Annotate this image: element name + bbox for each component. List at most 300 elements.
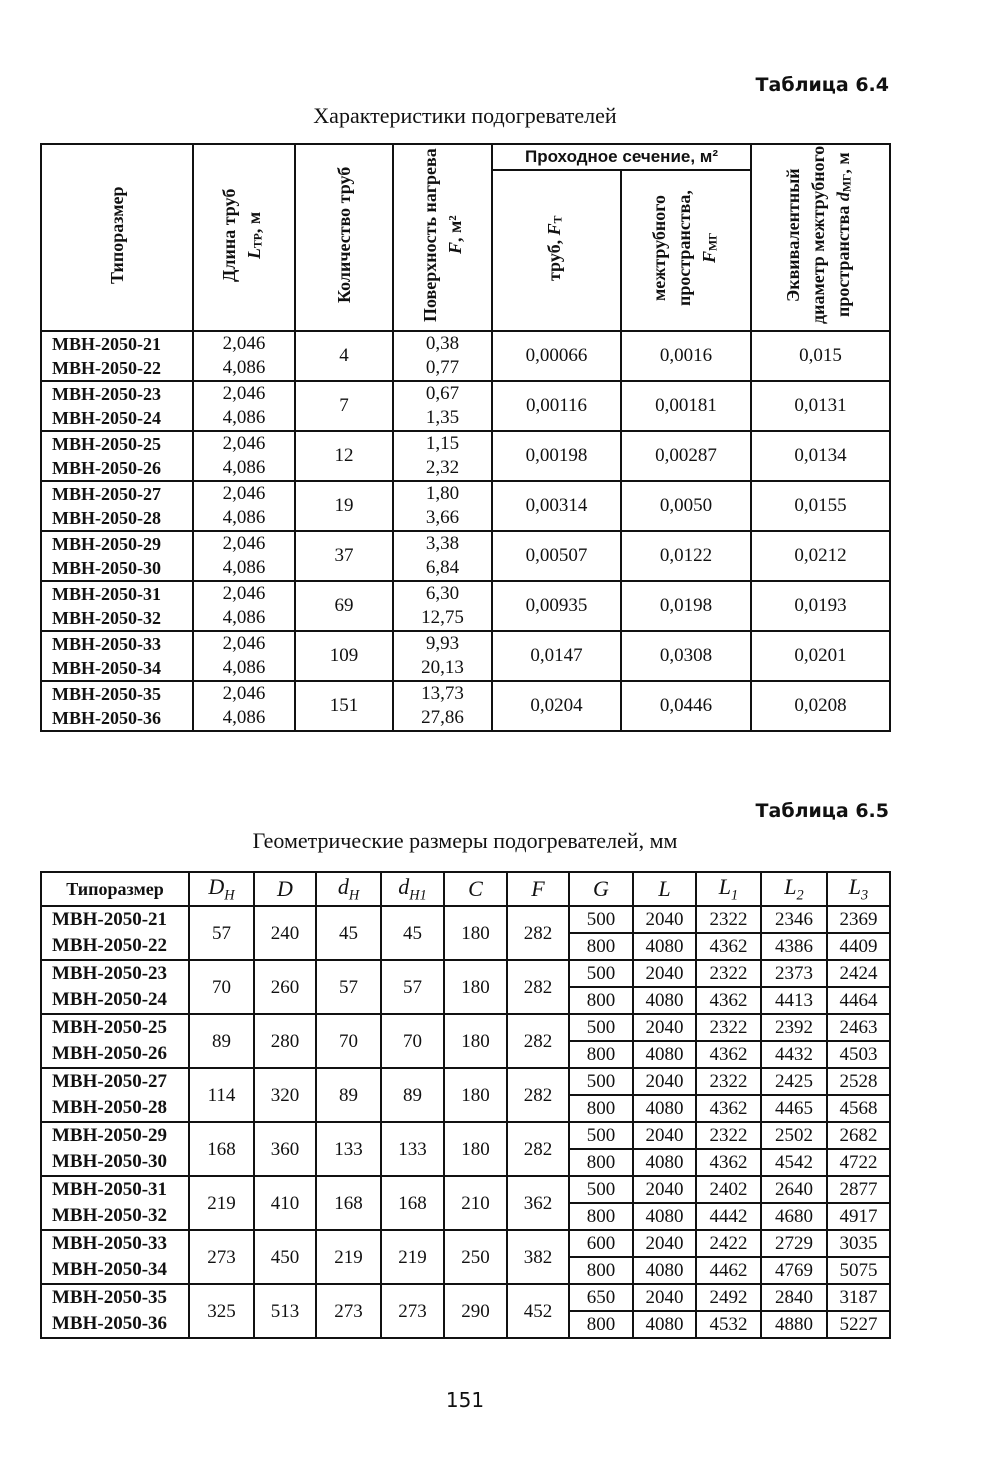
length-dim-cell: 2877 — [827, 1176, 890, 1203]
header-col — [696, 872, 761, 906]
common-dim-cell: 282 — [507, 1122, 569, 1176]
header-symbol: D — [277, 876, 293, 901]
header-subscript: Н — [224, 887, 235, 904]
common-dim-cell: 452 — [507, 1284, 569, 1338]
length-dim-cell: 600 — [569, 1230, 633, 1257]
models-value: МВН-2050-35 — [52, 684, 161, 704]
common-dim-cell: 210 — [444, 1176, 507, 1230]
surface-value: 3,66 — [425, 507, 460, 528]
lengths-value: 4,086 — [222, 357, 266, 378]
common-dim-cell: 450 — [254, 1230, 316, 1284]
length-dim-cell: 4880 — [761, 1311, 827, 1338]
common-dim-cell: 320 — [254, 1068, 316, 1122]
length-dim-cell: 4409 — [827, 933, 890, 960]
header-col — [569, 872, 633, 906]
header-col — [507, 872, 569, 906]
length-dim-cell: 5227 — [827, 1311, 890, 1338]
model-value: МВН-2050-33 — [52, 1233, 168, 1254]
common-dim-cell: 168 — [189, 1122, 254, 1176]
cell-models — [41, 1014, 189, 1068]
length-dim-cell: 2322 — [696, 1014, 761, 1041]
length-dim-cell: 2463 — [827, 1014, 890, 1041]
length-dim-cell: 2528 — [827, 1068, 890, 1095]
length-dim-cell: 2346 — [761, 906, 827, 933]
cell-models — [41, 1176, 189, 1230]
common-dim-cell: 133 — [316, 1122, 381, 1176]
count-cell: 12 — [295, 431, 393, 481]
cell-lengths — [193, 481, 295, 531]
length-dim-cell: 4568 — [827, 1095, 890, 1122]
models-value: МВН-2050-36 — [52, 708, 161, 728]
annulus-section-cell: 0,00181 — [621, 381, 751, 431]
common-dim-cell: 382 — [507, 1230, 569, 1284]
models-value: МВН-2050-25 — [52, 434, 161, 454]
model-value: МВН-2050-22 — [52, 935, 168, 956]
cell-models — [41, 1122, 189, 1176]
surface-value: 6,30 — [425, 583, 460, 604]
header-diameter: Эквивалентный диаметр межтрубного пространства $d_{МГ}$, м — [751, 144, 890, 331]
common-dim-cell: 70 — [381, 1014, 444, 1068]
table-row — [41, 581, 890, 631]
cell-lengths — [193, 431, 295, 481]
diameter-cell: 0,0201 — [751, 631, 890, 681]
models-value: МВН-2050-21 — [52, 334, 161, 354]
common-dim-cell: 180 — [444, 906, 507, 960]
length-dim-cell: 2040 — [633, 1176, 696, 1203]
common-dim-cell: 89 — [381, 1068, 444, 1122]
header-subscript: 2 — [796, 887, 804, 904]
header-symbol: D — [208, 873, 225, 899]
cell-models — [41, 581, 193, 631]
common-dim-cell: 219 — [189, 1176, 254, 1230]
length-dim-cell: 4080 — [633, 987, 696, 1014]
lengths-value: 2,046 — [222, 533, 266, 554]
cell-models — [41, 631, 193, 681]
length-dim-cell: 500 — [569, 1122, 633, 1149]
common-dim-cell: 362 — [507, 1176, 569, 1230]
surface-value: 3,38 — [425, 533, 460, 554]
annulus-section-cell: 0,0446 — [621, 681, 751, 731]
header-symbol: d — [398, 873, 410, 899]
length-dim-cell: 800 — [569, 1041, 633, 1068]
length-dim-cell: 2492 — [696, 1284, 761, 1311]
model-value: МВН-2050-30 — [52, 1151, 168, 1172]
length-dim-cell: 4542 — [761, 1149, 827, 1176]
common-dim-cell: 273 — [189, 1230, 254, 1284]
length-dim-cell: 2322 — [696, 960, 761, 987]
common-dim-cell: 70 — [316, 1014, 381, 1068]
length-dim-cell: 4362 — [696, 1095, 761, 1122]
cell-surface — [393, 431, 492, 481]
count-cell: 109 — [295, 631, 393, 681]
table-row — [41, 431, 890, 481]
length-dim-cell: 2369 — [827, 906, 890, 933]
length-dim-cell: 2040 — [633, 1014, 696, 1041]
header-section: Проходное сечение, м² — [492, 144, 751, 170]
models-value: МВН-2050-32 — [52, 608, 161, 628]
models-value: МВН-2050-29 — [52, 534, 161, 554]
models-value: МВН-2050-23 — [52, 384, 161, 404]
length-dim-cell: 800 — [569, 1203, 633, 1230]
count-cell: 69 — [295, 581, 393, 631]
page-number: 151 — [445, 1388, 485, 1412]
common-dim-cell: 219 — [381, 1230, 444, 1284]
models-value: МВН-2050-34 — [52, 658, 161, 678]
lengths-value: 4,086 — [222, 557, 266, 578]
length-dim-cell: 800 — [569, 1311, 633, 1338]
cell-surface — [393, 631, 492, 681]
cell-models — [41, 681, 193, 731]
common-dim-cell: 273 — [316, 1284, 381, 1338]
annulus-section-cell: 0,0198 — [621, 581, 751, 631]
common-dim-cell: 89 — [316, 1068, 381, 1122]
length-dim-cell: 4080 — [633, 1041, 696, 1068]
common-dim-cell: 513 — [254, 1284, 316, 1338]
surface-value: 27,86 — [421, 707, 464, 728]
length-dim-cell: 800 — [569, 987, 633, 1014]
common-dim-cell: 282 — [507, 960, 569, 1014]
length-dim-cell: 500 — [569, 906, 633, 933]
length-dim-cell: 4917 — [827, 1203, 890, 1230]
common-dim-cell: 114 — [189, 1068, 254, 1122]
lengths-value: 4,086 — [222, 607, 266, 628]
common-dim-cell: 57 — [189, 906, 254, 960]
length-dim-cell: 4080 — [633, 933, 696, 960]
length-dim-cell: 4413 — [761, 987, 827, 1014]
length-dim-cell: 4362 — [696, 933, 761, 960]
common-dim-cell: 219 — [316, 1230, 381, 1284]
header-subscript: 3 — [861, 887, 869, 904]
length-dim-cell: 2422 — [696, 1230, 761, 1257]
common-dim-cell: 168 — [381, 1176, 444, 1230]
table-6-4-label: Таблица 6.4 — [755, 74, 889, 96]
cell-models — [41, 331, 193, 381]
annulus-section-cell: 0,00287 — [621, 431, 751, 481]
annulus-section-cell: 0,0016 — [621, 331, 751, 381]
models-value: МВН-2050-24 — [52, 408, 161, 428]
lengths-value: 4,086 — [222, 707, 266, 728]
lengths-value: 2,046 — [222, 433, 266, 454]
tubes-section-cell: 0,00116 — [492, 381, 621, 431]
annulus-section-cell: 0,0122 — [621, 531, 751, 581]
header-subscript: 1 — [731, 887, 739, 904]
cell-lengths — [193, 331, 295, 381]
common-dim-cell: 290 — [444, 1284, 507, 1338]
header-subscript: Н — [348, 887, 360, 904]
model-value: МВН-2050-32 — [52, 1205, 168, 1226]
length-dim-cell: 2402 — [696, 1176, 761, 1203]
length-dim-cell: 2840 — [761, 1284, 827, 1311]
diameter-cell: 0,0134 — [751, 431, 890, 481]
header-annulus-section: межтрубного пространства, $F_{МГ}$ — [621, 170, 751, 331]
common-dim-cell: 45 — [381, 906, 444, 960]
table-row — [41, 906, 890, 933]
annulus-section-cell: 0,0050 — [621, 481, 751, 531]
length-dim-cell: 800 — [569, 1149, 633, 1176]
diameter-cell: 0,0193 — [751, 581, 890, 631]
header-col — [41, 872, 189, 906]
header-symbol: Типоразмер — [66, 878, 164, 899]
header-symbol: L — [848, 873, 862, 899]
table-6-5-caption: Геометрические размеры подогревателей, мм — [252, 828, 678, 853]
cell-models — [41, 960, 189, 1014]
table-row — [41, 1014, 890, 1041]
length-dim-cell: 5075 — [827, 1257, 890, 1284]
surface-value: 1,35 — [425, 407, 460, 428]
length-dim-cell: 4362 — [696, 1149, 761, 1176]
model-value: МВН-2050-35 — [52, 1287, 168, 1308]
cell-surface — [393, 481, 492, 531]
lengths-value: 4,086 — [222, 657, 266, 678]
diameter-cell: 0,0212 — [751, 531, 890, 581]
count-cell: 19 — [295, 481, 393, 531]
length-dim-cell: 4503 — [827, 1041, 890, 1068]
diameter-cell: 0,0155 — [751, 481, 890, 531]
model-value: МВН-2050-29 — [52, 1125, 168, 1146]
surface-value: 1,80 — [425, 483, 460, 504]
cell-lengths — [193, 631, 295, 681]
models-value: МВН-2050-30 — [52, 558, 161, 578]
cell-lengths — [193, 581, 295, 631]
lengths-value: 4,086 — [222, 507, 266, 528]
header-symbol: C — [468, 876, 483, 901]
length-dim-cell: 500 — [569, 960, 633, 987]
cell-models — [41, 1230, 189, 1284]
models-value: МВН-2050-28 — [52, 508, 161, 528]
table-row — [41, 381, 890, 431]
header-col — [254, 872, 316, 906]
length-dim-cell: 2729 — [761, 1230, 827, 1257]
diameter-cell: 0,015 — [751, 331, 890, 381]
common-dim-cell: 260 — [254, 960, 316, 1014]
model-value: МВН-2050-36 — [52, 1313, 168, 1334]
models-value: МВН-2050-27 — [52, 484, 161, 504]
cell-models — [41, 906, 189, 960]
model-value: МВН-2050-25 — [52, 1017, 168, 1038]
surface-value: 12,75 — [421, 607, 464, 628]
length-dim-cell: 4465 — [761, 1095, 827, 1122]
lengths-value: 2,046 — [222, 583, 266, 604]
models-value: МВН-2050-22 — [52, 358, 161, 378]
length-dim-cell: 2040 — [633, 1284, 696, 1311]
length-dim-cell: 2040 — [633, 960, 696, 987]
length-dim-cell: 4386 — [761, 933, 827, 960]
lengths-value: 2,046 — [222, 333, 266, 354]
models-value: МВН-2050-31 — [52, 584, 161, 604]
length-dim-cell: 4442 — [696, 1203, 761, 1230]
header-col — [633, 872, 696, 906]
header-symbol: L — [718, 873, 732, 899]
tubes-section-cell: 0,0204 — [492, 681, 621, 731]
length-dim-cell: 2322 — [696, 906, 761, 933]
header-surface: Поверхность нагрева F, м² — [393, 144, 492, 331]
models-value: МВН-2050-33 — [52, 634, 161, 654]
table-row — [41, 960, 890, 987]
length-dim-cell: 4462 — [696, 1257, 761, 1284]
common-dim-cell: 180 — [444, 960, 507, 1014]
length-dim-cell: 4432 — [761, 1041, 827, 1068]
model-value: МВН-2050-34 — [52, 1259, 168, 1280]
table-row — [41, 631, 890, 681]
length-dim-cell: 500 — [569, 1176, 633, 1203]
table-row — [41, 1068, 890, 1095]
table-row — [41, 481, 890, 531]
diameter-cell: 0,0208 — [751, 681, 890, 731]
header-col — [189, 872, 254, 906]
length-dim-cell: 2040 — [633, 1230, 696, 1257]
common-dim-cell: 89 — [189, 1014, 254, 1068]
length-dim-cell: 500 — [569, 1014, 633, 1041]
common-dim-cell: 360 — [254, 1122, 316, 1176]
header-symbol: L — [784, 873, 797, 899]
lengths-value: 4,086 — [222, 407, 266, 428]
header-symbol: G — [593, 876, 609, 901]
length-dim-cell: 4362 — [696, 1041, 761, 1068]
length-dim-cell: 4362 — [696, 987, 761, 1014]
header-symbol: F — [531, 876, 545, 901]
common-dim-cell: 282 — [507, 906, 569, 960]
length-dim-cell: 4080 — [633, 1311, 696, 1338]
table-row — [41, 1122, 890, 1149]
common-dim-cell: 57 — [316, 960, 381, 1014]
length-dim-cell: 4080 — [633, 1095, 696, 1122]
header-model: Типоразмер — [41, 144, 193, 331]
surface-value: 9,93 — [425, 633, 460, 654]
length-dim-cell: 3035 — [827, 1230, 890, 1257]
table-row — [41, 1230, 890, 1257]
model-value: МВН-2050-23 — [52, 963, 168, 984]
header-col — [316, 872, 381, 906]
count-cell: 4 — [295, 331, 393, 381]
surface-value: 13,73 — [421, 683, 464, 704]
length-dim-cell: 500 — [569, 1068, 633, 1095]
length-dim-cell: 2322 — [696, 1068, 761, 1095]
model-value: МВН-2050-27 — [52, 1071, 168, 1092]
model-value: МВН-2050-26 — [52, 1043, 168, 1064]
model-value: МВН-2050-24 — [52, 989, 168, 1010]
cell-surface — [393, 681, 492, 731]
cell-models — [41, 1284, 189, 1338]
cell-lengths — [193, 681, 295, 731]
length-dim-cell: 800 — [569, 933, 633, 960]
length-dim-cell: 2040 — [633, 906, 696, 933]
common-dim-cell: 45 — [316, 906, 381, 960]
model-value: МВН-2050-28 — [52, 1097, 168, 1118]
length-dim-cell: 2392 — [761, 1014, 827, 1041]
length-dim-cell: 4680 — [761, 1203, 827, 1230]
heater-characteristics-table — [40, 143, 891, 732]
length-dim-cell: 2373 — [761, 960, 827, 987]
table-row — [41, 1284, 890, 1311]
tubes-section-cell: 0,00198 — [492, 431, 621, 481]
model-value: МВН-2050-31 — [52, 1179, 168, 1200]
header-col — [827, 872, 890, 906]
tubes-section-cell: 0,00507 — [492, 531, 621, 581]
length-dim-cell: 800 — [569, 1095, 633, 1122]
length-dim-cell: 2424 — [827, 960, 890, 987]
surface-value: 1,15 — [425, 433, 460, 454]
header-col — [444, 872, 507, 906]
diameter-cell: 0,0131 — [751, 381, 890, 431]
common-dim-cell: 325 — [189, 1284, 254, 1338]
table-6-4-caption: Характеристики подогревателей — [313, 103, 617, 128]
model-value: МВН-2050-21 — [52, 909, 168, 930]
length-dim-cell: 2040 — [633, 1068, 696, 1095]
header-length: Длина труб $L_{ТР}$, м — [193, 144, 295, 331]
cell-models — [41, 1068, 189, 1122]
common-dim-cell: 180 — [444, 1014, 507, 1068]
common-dim-cell: 282 — [507, 1014, 569, 1068]
tubes-section-cell: 0,0147 — [492, 631, 621, 681]
table-row — [41, 1176, 890, 1203]
length-dim-cell: 4464 — [827, 987, 890, 1014]
common-dim-cell: 273 — [381, 1284, 444, 1338]
table-row — [41, 331, 890, 381]
tubes-section-cell: 0,00935 — [492, 581, 621, 631]
cell-surface — [393, 331, 492, 381]
common-dim-cell: 410 — [254, 1176, 316, 1230]
common-dim-cell: 168 — [316, 1176, 381, 1230]
common-dim-cell: 57 — [381, 960, 444, 1014]
cell-models — [41, 481, 193, 531]
common-dim-cell: 133 — [381, 1122, 444, 1176]
common-dim-cell: 180 — [444, 1068, 507, 1122]
length-dim-cell: 800 — [569, 1257, 633, 1284]
header-symbol: L — [658, 876, 671, 901]
length-dim-cell: 3187 — [827, 1284, 890, 1311]
common-dim-cell: 280 — [254, 1014, 316, 1068]
header-col — [381, 872, 444, 906]
common-dim-cell: 70 — [189, 960, 254, 1014]
lengths-value: 4,086 — [222, 457, 266, 478]
surface-value: 0,38 — [425, 333, 460, 354]
cell-surface — [393, 531, 492, 581]
length-dim-cell: 4080 — [633, 1203, 696, 1230]
header-col — [761, 872, 827, 906]
length-dim-cell: 2682 — [827, 1122, 890, 1149]
length-dim-cell: 4080 — [633, 1257, 696, 1284]
cell-lengths — [193, 531, 295, 581]
tubes-section-cell: 0,00314 — [492, 481, 621, 531]
common-dim-cell: 250 — [444, 1230, 507, 1284]
lengths-value: 2,046 — [222, 483, 266, 504]
table-6-5-label: Таблица 6.5 — [755, 800, 889, 822]
cell-surface — [393, 581, 492, 631]
models-value: МВН-2050-26 — [52, 458, 161, 478]
cell-lengths — [193, 381, 295, 431]
length-dim-cell: 2040 — [633, 1122, 696, 1149]
cell-surface — [393, 381, 492, 431]
header-subscript: Н1 — [409, 887, 427, 904]
header-symbol: d — [337, 873, 349, 899]
common-dim-cell: 240 — [254, 906, 316, 960]
table-row — [41, 531, 890, 581]
table-row — [41, 681, 890, 731]
length-dim-cell: 4722 — [827, 1149, 890, 1176]
count-cell: 37 — [295, 531, 393, 581]
surface-value: 2,32 — [425, 457, 460, 478]
tubes-section-cell: 0,00066 — [492, 331, 621, 381]
surface-value: 0,67 — [425, 383, 460, 404]
length-dim-cell: 2640 — [761, 1176, 827, 1203]
lengths-value: 2,046 — [222, 633, 266, 654]
header-count: Количество труб — [295, 144, 393, 331]
lengths-value: 2,046 — [222, 383, 266, 404]
length-dim-cell: 2502 — [761, 1122, 827, 1149]
count-cell: 151 — [295, 681, 393, 731]
surface-value: 6,84 — [425, 557, 460, 578]
common-dim-cell: 282 — [507, 1068, 569, 1122]
